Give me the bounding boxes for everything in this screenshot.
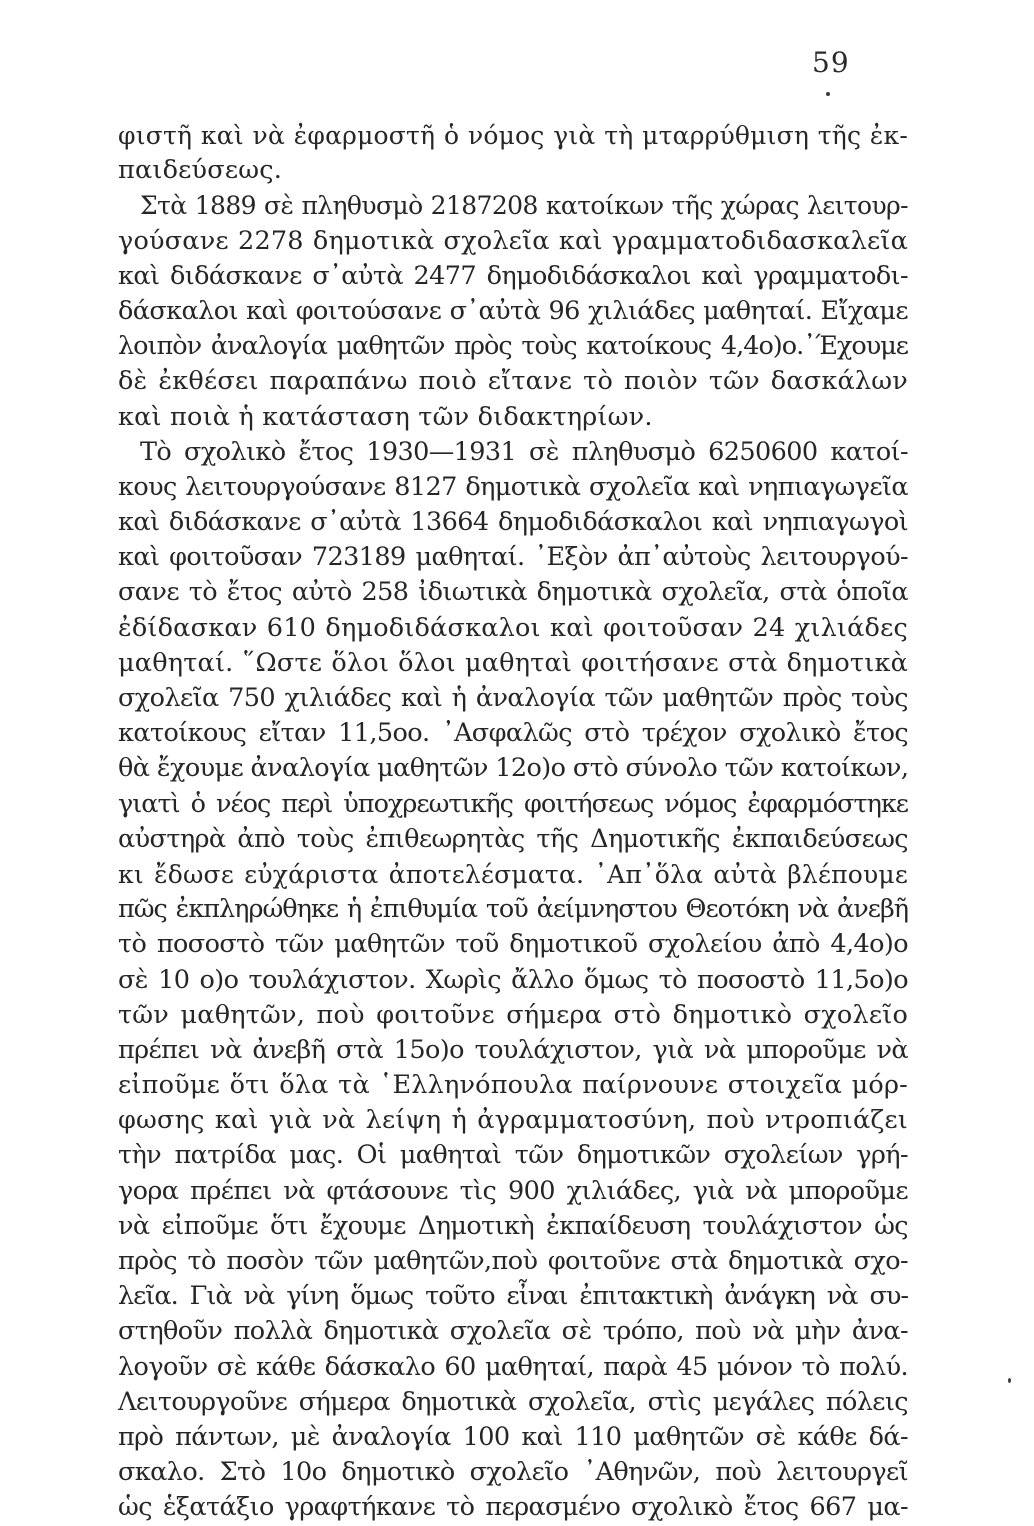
text-line: πρὸ πάντων, μὲ ἀναλογία 100 καὶ 110 μαθητῶν σὲ κάθε δά- — [118, 1421, 908, 1452]
text-line: κι ἔδωσε εὐχάριστα ἀποτελέσματα. ᾽Απ᾽ὅλα αὐτὰ βλέπουμε — [118, 859, 908, 889]
text-line: Στὰ 1889 σὲ πληθυσμὸ 2187208 κατοίκων τῆς χώρας λειτουρ- — [140, 191, 908, 221]
text-line: λοιπὸν ἀναλογία μαθητῶν πρὸς τοὺς κατοίκους 4,4ο)ο.᾽Έχουμε — [118, 331, 908, 362]
text-line: καὶ διδάσκανε σ᾽αὐτὰ 13664 δημοδιδάσκαλοι καὶ νηπιαγωγοὶ — [118, 507, 908, 538]
text-line: τὴν πατρίδα μας. Οἱ μαθηταὶ τῶν δημοτικῶν σχολείων γρή- — [118, 1140, 908, 1171]
text-line: σανε τὸ ἔτος αὐτὸ 258 ἰδιωτικὰ δημοτικὰ σχολεῖα, στὰ ὁποῖα — [118, 577, 908, 608]
text-line: καὶ ποιὰ ἡ κατάσταση τῶν διδακτηρίων. — [118, 401, 653, 432]
text-line: γιατὶ ὁ νέος περὶ ὑποχρεωτικῆς φοιτήσεως νόμος ἐφαρμόστηκε — [118, 788, 908, 819]
ink-speck — [1008, 1378, 1011, 1383]
text-line: λογοῦν σὲ κάθε δάσκαλο 60 μαθηταί, παρὰ 45 μόνον τὸ πολύ. — [118, 1351, 908, 1382]
text-line: πρὸς τὸ ποσὸν τῶν μαθητῶν,ποὺ φοιτοῦνε στὰ δημοτικὰ σχο- — [118, 1246, 908, 1276]
ink-speck — [826, 92, 830, 96]
text-line: Τὸ σχολικὸ ἔτος 1930—1931 σὲ πληθυσμὸ 6250600 κατοί- — [140, 436, 908, 467]
text-line: θὰ ἔχουμε ἀναλογία μαθητῶν 12ο)ο στὸ σύνολο τῶν κατοίκων, — [118, 753, 909, 784]
text-line: φιστῆ καὶ νὰ ἐφαρμοστῆ ὁ νόμος γιὰ τὴ μταρρύθμιση τῆς ἐκ- — [118, 121, 908, 150]
text-line: στηθοῦν πολλὰ δημοτικὰ σχολεῖα σὲ τρόπο, ποὺ νὰ μὴν ἀνα- — [118, 1316, 908, 1347]
text-line: ἐδίδασκαν 610 δημοδιδάσκαλοι καὶ φοιτοῦσαν 24 χιλιάδες — [118, 612, 908, 643]
page-number: 59 — [812, 46, 850, 79]
body-text — [118, 118, 908, 1526]
text-line: πρέπει νὰ ἀνεβῆ στὰ 15ο)ο τουλάχιστον, γιὰ νὰ μποροῦμε νὰ — [118, 1034, 908, 1065]
text-line: παιδεύσεως. — [118, 155, 283, 186]
text-line: λεῖα. Γιὰ νὰ γίνη ὅμως τοῦτο εἶναι ἐπιτακτικὴ ἀνάγκη νὰ συ- — [118, 1281, 908, 1312]
text-line: κατοίκους εἴταν 11,5οο. ᾽Ασφαλῶς στὸ τρέχον σχολικὸ ἔτος — [118, 718, 908, 749]
text-line: καὶ φοιτοῦσαν 723189 μαθηταί. ᾽Εξὸν ἀπ᾽αὐτοὺς λειτουργού- — [118, 542, 908, 573]
text-line: σχολεῖα 750 χιλιάδες καὶ ἡ ἀναλογία τῶν μαθητῶν πρὸς τοὺς — [118, 683, 908, 713]
text-line: σκαλο. Στὸ 10ο δημοτικὸ σχολεῖο ᾽Αθηνῶν, ποὺ λειτουργεῖ — [118, 1457, 908, 1488]
text-line: φωσης καὶ γιὰ νὰ λείψη ἡ ἀγραμματοσύνη, ποὺ ντροπιάζει — [118, 1105, 908, 1136]
text-line: γούσανε 2278 δημοτικὰ σχολεῖα καὶ γραμματοδιδασκαλεῖα — [118, 225, 908, 256]
text-line: ὡς ἑξατάξιο γραφτήκανε τὸ περασμένο σχολικὸ ἔτος 667 μα- — [118, 1492, 908, 1523]
text-line: αὐστηρὰ ἀπὸ τοὺς ἐπιθεωρητὰς τῆς Δημοτικῆς ἐκπαιδεύσεως — [118, 823, 908, 854]
text-line: σὲ 10 ο)ο τουλάχιστον. Χωρὶς ἄλλο ὅμως τὸ ποσοστὸ 11,5ο)ο — [118, 964, 908, 995]
text-line: τῶν μαθητῶν, ποὺ φοιτοῦνε σήμερα στὸ δημοτικὸ σχολεῖο — [118, 999, 908, 1030]
text-line: γορα πρέπει νὰ φτάσουνε τὶς 900 χιλιάδες, γιὰ νὰ μποροῦμε — [118, 1175, 908, 1206]
text-line: πῶς ἐκπληρώθηκε ἡ ἐπιθυμία τοῦ ἀείμνηστου Θεοτόκη νὰ ἀνεβῆ — [118, 894, 908, 925]
text-line: Λειτουργοῦνε σήμερα δημοτικὰ σχολεῖα, στὶς μεγάλες πόλεις — [118, 1386, 908, 1417]
text-line: δὲ ἐκθέσει παραπάνω ποιὸ εἴτανε τὸ ποιὸν τῶν δασκάλων — [118, 366, 908, 397]
text-line: κους λειτουργούσανε 8127 δημοτικὰ σχολεῖα καὶ νηπιαγωγεῖα — [118, 471, 908, 502]
text-line: δάσκαλοι καὶ φοιτούσανε σ᾽αὐτὰ 96 χιλιάδες μαθηταί. Εἴχαμε — [118, 295, 908, 326]
text-line: εἰποῦμε ὅτι ὅλα τὰ ῾Ελληνόπουλα παίρνουνε στοιχεῖα μόρ- — [118, 1070, 908, 1101]
text-line: μαθηταί. ῞Ωστε ὅλοι ὅλοι μαθηταὶ φοιτήσανε στὰ δημοτικὰ — [118, 647, 908, 678]
text-line: τὸ ποσοστὸ τῶν μαθητῶν τοῦ δημοτικοῦ σχολείου ἀπὸ 4,4ο)ο — [118, 929, 908, 960]
text-line: καὶ διδάσκανε σ᾽αὐτὰ 2477 δημοδιδάσκαλοι καὶ γραμματοδι- — [118, 260, 908, 291]
text-line: νὰ εἰποῦμε ὅτι ἔχουμε Δημοτικὴ ἐκπαίδευση τουλάχιστον ὡς — [118, 1210, 908, 1241]
